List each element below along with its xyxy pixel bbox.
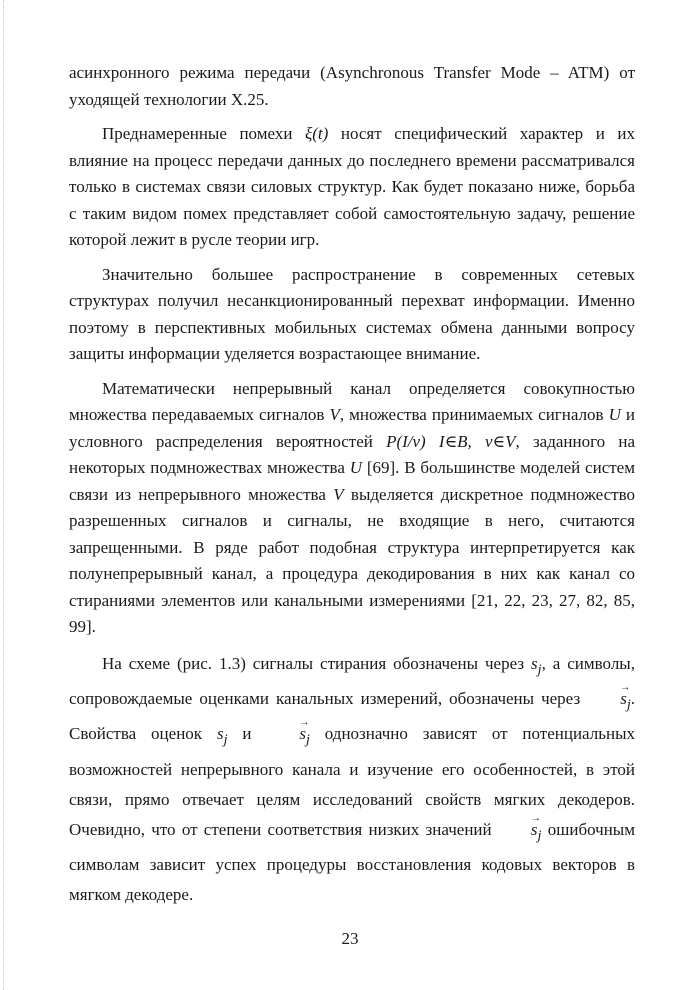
- paragraph-intentional-noise: Преднамеренные помехи ξ(t) носят специфический характер и их влияние на процесс передачи данных до последнего времени рассматривался только в системах связи силовых структур. Как будет показано ниже, борьба с таким видом помех представляет собой самостоятельную задачу, решение которой лежит в русле теории игр.: [69, 124, 635, 249]
- symbol-s-j: $s_j$: [216, 724, 228, 748]
- symbol-s-j-vector: → $s_j$: [266, 724, 310, 743]
- page-edge-line: [3, 0, 4, 990]
- symbol-s-j: $s_j$: [531, 653, 542, 677]
- paragraph-continuous-channel: Математически непрерывный канал определяется совокупностью множества передаваемых сигналов V, множества принимаемых сигналов U и условного распределения вероятностей P(I/v) I∈B, v∈V, заданного на некоторых подмножествах множества U [69]. В большинстве моделей систем связи из непрерывного множества V выделяется дискретное подмножество разрешенных сигналов и сигналы, не входящие в него, считаются запрещенными. В ряде работ подобная структура интерпретируется как полунепрерывный канал, а процедура декодирования в них как канал со стираниями элементов или канальными измерениями [21, 22, 23, 27, 82, 85, 99].: [69, 378, 636, 636]
- formula-conditional-probability: P(I/v) I∈B, v∈V: [386, 431, 516, 451]
- paragraph-atm: асинхронного режима передачи (Asynchronous Transfer Mode – ATM) от уходящей технологии X.25.: [69, 63, 635, 109]
- symbol-s-j-vector: → $s_j$: [587, 689, 631, 708]
- paragraph-erasure-signals: На схеме (рис. 1.3) сигналы стирания обозначены через $s_j$, а символы, сопровождаемые оценками канальных измерений, обозначены через → $s_j$. Свойства оценок $s_j$ $и \to s_j$ однозначно зависят от потенциальных возможностей непрерывного канала и изучение его особенностей, в этой связи, прямо отвечает целям исследований свойств мягких декодеров. Очевидно, что от степени соответствия низких значений → $s_j$ ошибочным символам зависит успех процедуры восстановления кодовых векторов в мягком декодере.: [69, 649, 635, 911]
- symbol-V: V: [329, 405, 340, 424]
- page-number: 23: [341, 929, 359, 948]
- document-page: [69, 60, 635, 910]
- symbol-s-j-vector: → $s_j$: [498, 820, 542, 839]
- paragraph-interception: Значительно большее распространение в современных сетевых структурах получил несанкционированный перехват информации. Именно поэтому в перспективных мобильных системах обмена данными вопросу защиты информации уделяется возрастающее внимание.: [69, 264, 635, 363]
- symbol-U: U: [349, 458, 362, 477]
- symbol-V: V: [333, 484, 344, 504]
- formula-xi-t: ξ(t): [304, 124, 329, 143]
- symbol-U: U: [608, 405, 621, 424]
